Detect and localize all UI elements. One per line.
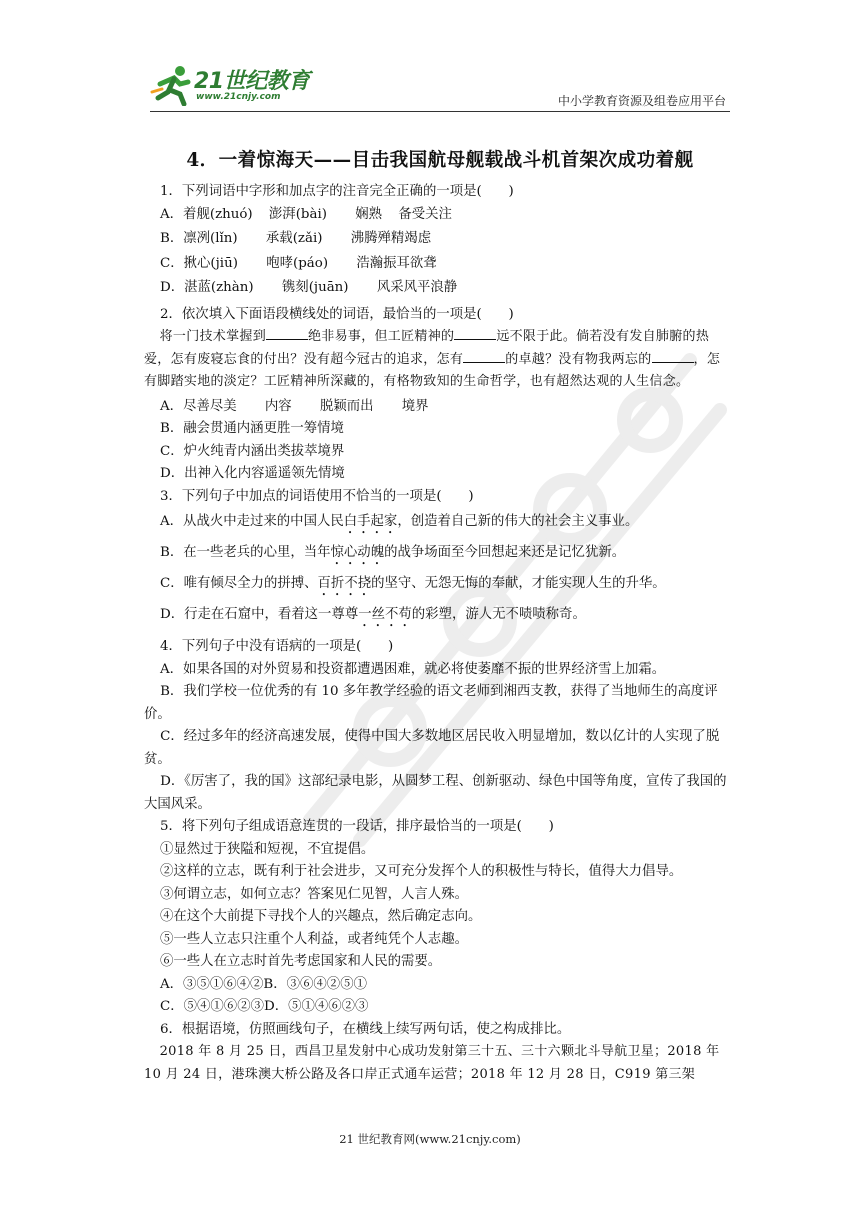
question-3: [160, 486, 730, 631]
page-title: 4．一着惊海天——目击我国航母舰载战斗机首架次成功着舰: [186, 150, 694, 171]
fill-blank[interactable]: [463, 350, 505, 363]
passage-text: 将一门技术掌握到 绝非易事，但工匠精神的 远不限于此。倘若没有发自肺腑的热爱，怎有废寝忘食的付出？没有超今冠古的追求，怎有 的卓越？没有物我两忘的 ，怎有脚踏实地的淡定？工匠精神所深藏的，有格物致知的生命哲学，也有超然达观的人生信念。: [144, 329, 721, 389]
option-b: B．凛冽(lǐn) 承载(zǎi) 沸腾殚精竭虑: [160, 231, 432, 246]
sentence-item: ⑥一些人在立志时首先考虑国家和人民的需要。: [160, 954, 442, 969]
option-d: D．出神入化内容遥遥领先情境: [160, 466, 345, 481]
question-4: [144, 636, 730, 816]
fill-blank[interactable]: [652, 350, 694, 363]
option-a: A．从战火中走过来的中国人民白手起家，创造着自己新的伟大的社会主义事业。: [160, 514, 639, 529]
option-b: B．我们学校一位优秀的有 10 多年教学经验的语文老师到湘西支教，获得了当地师生的高度评价。: [144, 684, 718, 722]
dotted-word: 百折不挠: [317, 576, 372, 591]
question-stem: 1．下列词语中字形和加点字的注音完全正确的一项是( ): [160, 184, 514, 199]
question-stem: 5．将下列句子组成语意连贯的一段话，排序最恰当的一项是( ): [160, 819, 554, 834]
fill-blank[interactable]: [266, 327, 308, 340]
option-d: D．行走在石窟中，看着这一尊尊一丝不苟的彩塑，游人无不啧啧称奇。: [160, 607, 586, 622]
option-c: C．经过多年的经济高速发展，使得中国大多数地区居民收入明显增加，数以亿计的人实现了脱贫。: [144, 729, 720, 767]
option-cd: C．⑤④①⑥②③D．⑤①④⑥②③: [160, 999, 369, 1014]
question-6: [144, 1019, 730, 1087]
logo-brand-text: 21世纪教育: [194, 69, 310, 94]
sentence-item: ③何谓立志，如何立志？答案见仁见智，人言人殊。: [160, 886, 468, 902]
option-c: C．揪心(jiū) 咆哮(páo) 浩瀚振耳欲聋: [160, 255, 437, 271]
page-footer: 21 世纪教育网(www.21cnjy.com): [339, 1132, 521, 1146]
logo-url-text: www.21cnjy.com: [196, 92, 281, 102]
dotted-word: 惊心动魄: [330, 545, 385, 560]
dotted-word: 一丝不苟: [358, 607, 412, 622]
option-c: C．炉火纯青内涵出类拔萃境界: [160, 443, 345, 459]
logo: [150, 62, 320, 108]
question-stem: 2．依次填入下面语段横线处的词语，最恰当的一项是( ): [160, 306, 514, 322]
sentence-item: ②这样的立志，既有利于社会进步，又可充分发挥个人的积极性与特长，值得大力倡导。: [160, 864, 683, 879]
fill-blank[interactable]: [454, 327, 496, 340]
passage-text: 2018 年 8 月 25 日，西昌卫星发射中心成功发射第三十五、三十六颗北斗导航卫星；2018 年 10 月 24 日，港珠澳大桥公路及各口岸正式通车运营；2018 年 12 月 28 日，C919 第三架: [144, 1044, 720, 1082]
option-a: A．如果各国的对外贸易和投资都遭遇困难，就必将使萎靡不振的世界经济雪上加霜。: [160, 661, 666, 677]
question-stem: 6．根据语境，仿照画线句子，在横线上续写两句话，使之构成排比。: [160, 1021, 571, 1037]
option-d: D．《厉害了，我的国》这部纪录电影，从圆梦工程、创新驱动、绿色中国等角度，宣传了我国的大国风采。: [144, 774, 727, 812]
page-header: [150, 62, 730, 112]
question-2: [144, 304, 730, 486]
question-5: [160, 816, 730, 1019]
header-divider: [150, 111, 730, 112]
option-ab: A．③⑤①⑥④②B．③⑥④②⑤①: [160, 976, 367, 992]
sentence-item: ①显然过于狭隘和短视，不宜提倡。: [160, 841, 375, 857]
option-b: B．在一些老兵的心里，当年惊心动魄的战争场面至今回想起来还是记忆犹新。: [160, 545, 626, 560]
runner-logo-icon: [150, 62, 194, 106]
question-stem: 3．下列句子中加点的词语使用不恰当的一项是( ): [160, 488, 474, 504]
question-stem: 4．下列句子中没有语病的一项是( ): [160, 639, 394, 654]
sentence-item: ④在这个大前提下寻找个人的兴趣点，然后确定志向。: [160, 909, 482, 924]
sentence-item: ⑤一些人立志只注重个人利益，或者纯凭个人志趣。: [160, 931, 468, 947]
option-d: D．湛蓝(zhàn) 镌刻(juān) 风采风平浪静: [160, 280, 458, 295]
dotted-word: 白手起家: [343, 514, 398, 529]
option-a: A．着舰(zhuó) 澎湃(bài) 娴熟 备受关注: [160, 206, 452, 222]
option-c: C．唯有倾尽全力的拼搏、百折不挠的坚守、无怨无悔的奉献，才能实现人生的升华。: [160, 576, 666, 591]
option-b: B．融会贯通内涵更胜一筹情境: [160, 421, 344, 436]
option-a: A．尽善尽美 内容 脱颖而出 境界: [160, 398, 429, 414]
question-1: [160, 181, 730, 300]
document-body: [144, 181, 730, 1086]
header-tagline: 中小学教育资源及组卷应用平台: [557, 94, 726, 108]
